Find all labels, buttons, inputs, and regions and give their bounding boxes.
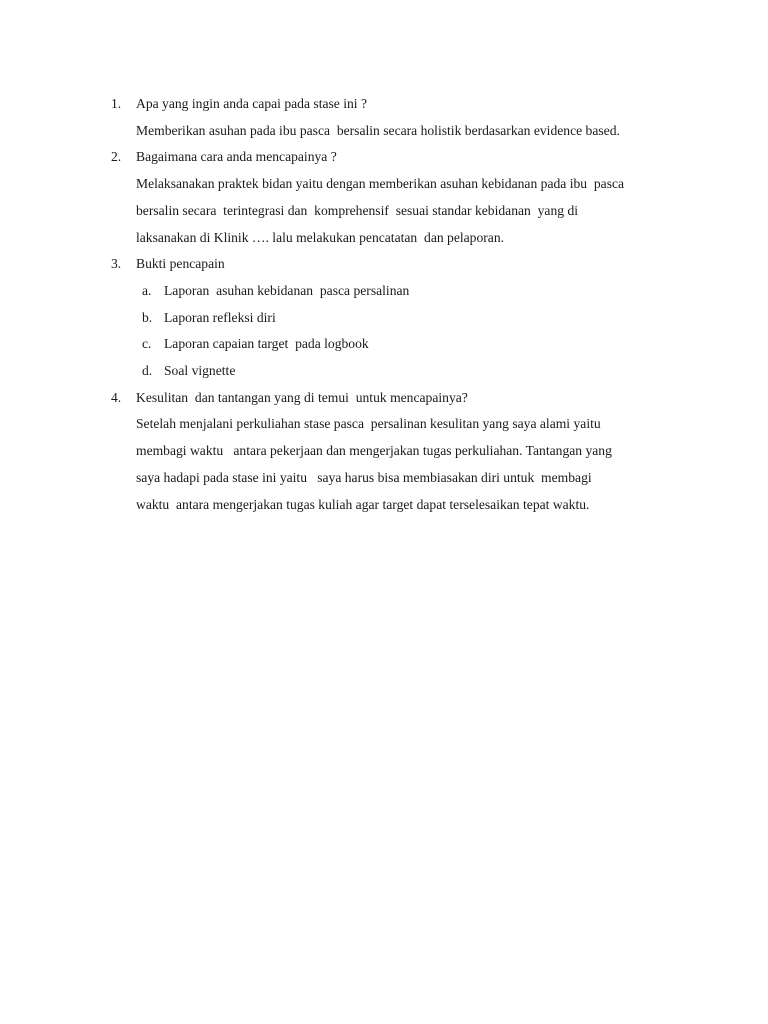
numbered-list [111,91,711,518]
sub-list-item-b [111,305,711,332]
sub-item-letter: c. [142,336,152,352]
item-number: 3. [111,256,122,272]
list-item-4 [111,385,711,519]
list-item-2 [111,144,711,251]
sub-item-letter: b. [142,309,153,325]
item-answer-line: Setelah menjalani perkuliahan stase pasca persalinan kesulitan yang saya alami yaitu [136,416,601,432]
item-question: Bukti pencapain [136,256,225,272]
sub-item-letter: d. [142,363,153,379]
sub-item-letter: a. [142,282,152,298]
item-number: 2. [111,149,122,165]
sub-list-item-c [111,331,711,358]
item-answer-line: membagi waktu antara pekerjaan dan mengerjakan tugas perkuliahan. Tantangan yang [136,443,612,459]
item-answer-line: saya hadapi pada stase ini yaitu saya harus bisa membiasakan diri untuk membagi [136,469,592,485]
item-number: 4. [111,389,122,405]
item-question: Kesulitan dan tantangan yang di temui untuk mencapainya? [136,389,468,405]
sub-item-text: Soal vignette [164,363,236,379]
sub-list-item-d [111,358,711,385]
item-answer-line: waktu antara mengerjakan tugas kuliah agar target dapat terselesaikan tepat waktu. [136,496,590,512]
sub-list-item-a [111,278,711,305]
item-question: Apa yang ingin anda capai pada stase ini ? [136,96,368,111]
item-answer-line: Memberikan asuhan pada ibu pasca bersalin secara holistik berdasarkan evidence based. [136,122,620,138]
sub-item-text: Laporan refleksi diri [164,309,276,325]
sub-item-text: Laporan asuhan kebidanan pasca persalinan [164,282,410,298]
list-item-1 [111,91,711,144]
item-question: Bagaimana cara anda mencapainya ? [136,149,337,165]
item-answer-line: Melaksanakan praktek bidan yaitu dengan memberikan asuhan kebidanan pada ibu pasca [136,176,625,192]
item-number: 1. [111,96,122,111]
sub-item-text: Laporan capaian target pada logbook [164,336,369,352]
list-item-3 [111,251,711,278]
item-answer-line: laksanakan di Klinik …. lalu melakukan pencatatan dan pelaporan. [136,229,505,245]
item-answer-line: bersalin secara terintegrasi dan komprehensif sesuai standar kebidanan yang di [136,202,579,218]
